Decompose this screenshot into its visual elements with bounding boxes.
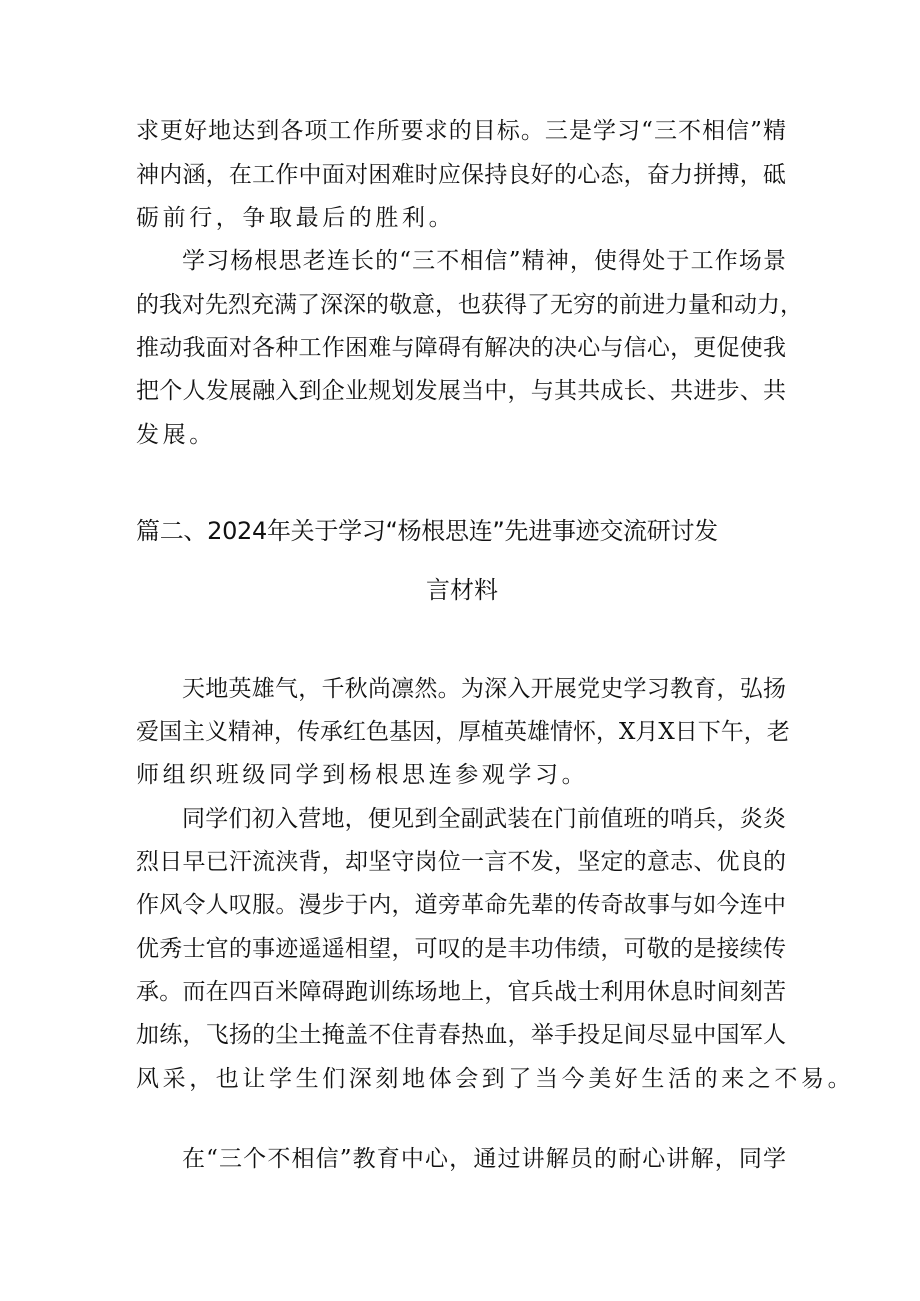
- paragraph-4-line-7: 风采，也让学生们深刻地体会到了当今美好生活的来之不易。: [136, 1066, 855, 1092]
- paragraph-2-line-5: 发展。: [136, 422, 216, 448]
- paragraph-4-line-2: 烈日早已汗流浃背，却坚守岗位一言不发，坚定的意志、优良的: [136, 849, 786, 875]
- paragraph-5-line-1: 在“三个不相信”教育中心，通过讲解员的耐心讲解，同学: [182, 1146, 786, 1172]
- paragraph-2-line-2: 的我对先烈充满了深深的敬意，也获得了无穷的前进力量和动力，: [136, 292, 803, 318]
- section-title-line-2: 言材料: [426, 576, 498, 604]
- paragraph-2-line-3: 推动我面对各种工作困难与障碍有解决的决心与信心，更促使我: [136, 335, 786, 361]
- paragraph-3-line-1: 天地英雄气，千秋尚凛然。为深入开展党史学习教育，弘扬: [182, 676, 786, 702]
- paragraph-4-line-5: 承。而在四百米障碍跑训练场地上，官兵战士利用休息时间刻苦: [136, 979, 786, 1005]
- paragraph-1-line-2: 神内涵，在工作中面对困难时应保持良好的心态，奋力拼搏，砥: [136, 162, 786, 188]
- paragraph-4-line-4: 优秀士官的事迹遥遥相望，可叹的是丰功伟绩，可敬的是接续传: [136, 936, 786, 962]
- paragraph-2-line-4: 把个人发展融入到企业规划发展当中，与其共成长、共进步、共: [136, 378, 786, 404]
- paragraph-4-line-6: 加练，飞扬的尘土掩盖不住青春热血，举手投足间尽显中国军人: [136, 1022, 786, 1048]
- paragraph-3-line-2: 爱国主义精神，传承红色基因，厚植英雄情怀，X月X日下午，老: [136, 719, 790, 745]
- section-title-line-1: 篇二、2024年关于学习“杨根思连”先进事迹交流研讨发: [136, 517, 718, 545]
- paragraph-4-line-1: 同学们初入营地，便见到全副武装在门前值班的哨兵，炎炎: [182, 806, 786, 832]
- paragraph-3-line-3: 师组织班级同学到杨根思连参观学习。: [136, 762, 589, 788]
- paragraph-1-line-3: 砺前行，争取最后的胜利。: [136, 205, 456, 231]
- paragraph-4-line-3: 作风令人叹服。漫步于内，道旁革命先辈的传奇故事与如今连中: [136, 892, 786, 918]
- paragraph-1-line-1: 求更好地达到各项工作所要求的目标。三是学习“三不相信”精: [136, 118, 786, 144]
- paragraph-2-line-1: 学习杨根思老连长的“三不相信”精神，使得处于工作场景: [182, 248, 786, 274]
